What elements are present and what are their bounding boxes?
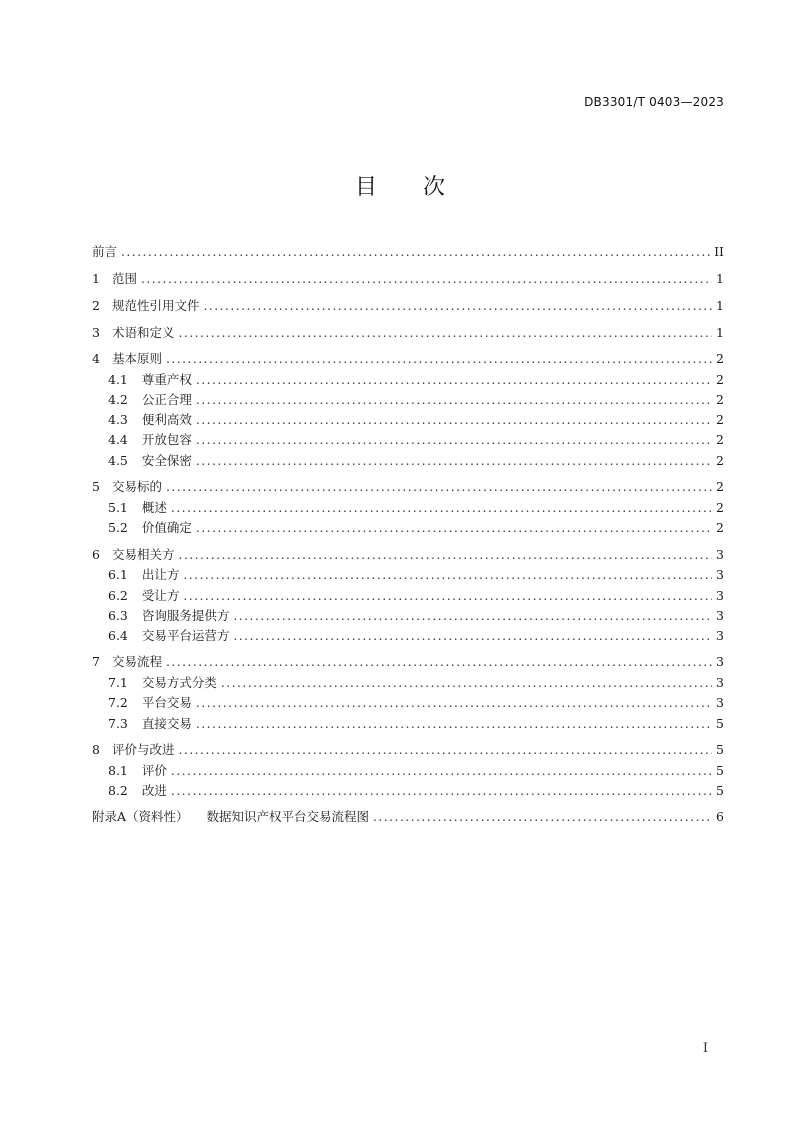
toc-entry-page: 2 bbox=[716, 453, 724, 468]
toc-entry[interactable] bbox=[108, 694, 724, 712]
toc-entry-number: 8.1 bbox=[108, 763, 128, 778]
dot-leader bbox=[178, 546, 712, 564]
toc-entry-page: 2 bbox=[716, 500, 724, 515]
toc-entry-page: 3 bbox=[716, 695, 724, 710]
dot-leader bbox=[196, 694, 712, 712]
toc-entry-label: 术语和定义 bbox=[111, 325, 175, 340]
toc-entry-page: 2 bbox=[716, 432, 724, 447]
toc-entry-label: 交易标的 bbox=[111, 479, 162, 494]
toc-entry-number: 4 bbox=[92, 351, 100, 366]
toc-entry-page: 3 bbox=[716, 588, 724, 603]
dot-leader bbox=[121, 243, 710, 261]
dot-leader bbox=[178, 741, 712, 759]
toc-entry[interactable] bbox=[108, 587, 724, 605]
toc-entry-label: 交易流程 bbox=[111, 654, 162, 669]
toc-entry-label: 价值确定 bbox=[141, 520, 192, 535]
dot-leader bbox=[171, 499, 712, 517]
toc-entry-label: 交易平台运营方 bbox=[141, 628, 230, 643]
toc-entry-number: 4.1 bbox=[108, 372, 128, 387]
toc-entry-label: 规范性引用文件 bbox=[111, 298, 200, 313]
toc-entry[interactable] bbox=[92, 808, 724, 826]
toc-entry-label: 安全保密 bbox=[141, 453, 192, 468]
toc-entry-number: 4.5 bbox=[108, 453, 128, 468]
dot-leader bbox=[166, 478, 712, 496]
toc-entry-number: 7.3 bbox=[108, 716, 128, 731]
toc-entry-page: 2 bbox=[716, 520, 724, 535]
toc-entry-label: 出让方 bbox=[141, 567, 180, 582]
toc-entry[interactable] bbox=[108, 452, 724, 470]
toc-entry-number: 8.2 bbox=[108, 783, 128, 798]
toc-entry-label: 改进 bbox=[141, 783, 167, 798]
dot-leader bbox=[196, 431, 712, 449]
toc-entry-label: 交易方式分类 bbox=[141, 675, 217, 690]
toc-entry[interactable] bbox=[92, 546, 724, 564]
dot-leader bbox=[141, 270, 712, 288]
toc-entry[interactable] bbox=[108, 674, 724, 692]
dot-leader bbox=[166, 350, 712, 368]
toc-entry-label: 范围 bbox=[111, 271, 137, 286]
toc-entry-number: 4.4 bbox=[108, 432, 128, 447]
dot-leader bbox=[196, 715, 712, 733]
toc-entry-page: 1 bbox=[716, 325, 724, 340]
toc-entry-number: 7 bbox=[92, 654, 100, 669]
toc-entry[interactable] bbox=[92, 653, 724, 671]
toc-entry-page: 5 bbox=[716, 742, 724, 757]
toc-entry-label: 概述 bbox=[141, 500, 167, 515]
toc-entry-page: 1 bbox=[716, 298, 724, 313]
toc-entry[interactable] bbox=[92, 243, 724, 261]
toc-entry-page: 1 bbox=[716, 271, 724, 286]
toc-entry-number: 7.2 bbox=[108, 695, 128, 710]
toc-entry-page: 6 bbox=[716, 809, 724, 824]
page-title bbox=[0, 170, 800, 201]
toc-entry-number: 2 bbox=[92, 298, 100, 313]
toc-entry[interactable] bbox=[92, 270, 724, 288]
toc-entry-label: 便利高效 bbox=[141, 412, 192, 427]
toc-entry-page: 5 bbox=[716, 763, 724, 778]
toc-entry-page: 3 bbox=[716, 628, 724, 643]
toc-entry-label: 咨询服务提供方 bbox=[141, 608, 230, 623]
toc-entry-number: 6.2 bbox=[108, 588, 128, 603]
dot-leader bbox=[166, 653, 712, 671]
title-char-2: 次 bbox=[423, 175, 446, 200]
toc-entry-number: 5.2 bbox=[108, 520, 128, 535]
dot-leader bbox=[373, 808, 712, 826]
toc-entry-page: 3 bbox=[716, 654, 724, 669]
toc-entry-label: 数据知识产权平台交易流程图 bbox=[206, 809, 370, 824]
toc-entry[interactable] bbox=[108, 762, 724, 780]
dot-leader bbox=[171, 762, 712, 780]
toc-entry[interactable] bbox=[92, 478, 724, 496]
dot-leader bbox=[196, 519, 712, 537]
toc-entry-number: 5 bbox=[92, 479, 100, 494]
toc-entry[interactable] bbox=[108, 607, 724, 625]
toc-entry-page: 5 bbox=[716, 716, 724, 731]
toc-entry[interactable] bbox=[108, 499, 724, 517]
toc-entry-number: 8 bbox=[92, 742, 100, 757]
toc-entry-label: 公正合理 bbox=[141, 392, 192, 407]
toc-entry-page: 2 bbox=[716, 351, 724, 366]
toc-entry-label: 平台交易 bbox=[141, 695, 192, 710]
toc-entry-number: 4.2 bbox=[108, 392, 128, 407]
toc-entry-page: II bbox=[714, 244, 724, 259]
toc-entry-page: 2 bbox=[716, 479, 724, 494]
toc-entry-page: 2 bbox=[716, 372, 724, 387]
toc-entry[interactable] bbox=[108, 411, 724, 429]
toc-entry-label: 交易相关方 bbox=[111, 547, 175, 562]
toc-entry-number: 6.4 bbox=[108, 628, 128, 643]
dot-leader bbox=[171, 782, 712, 800]
toc-entry-page: 3 bbox=[716, 675, 724, 690]
dot-leader bbox=[183, 566, 712, 584]
toc-entry-number: 6.3 bbox=[108, 608, 128, 623]
toc-entry[interactable] bbox=[108, 519, 724, 537]
dot-leader bbox=[196, 452, 712, 470]
toc-entry[interactable] bbox=[108, 431, 724, 449]
dot-leader bbox=[233, 607, 712, 625]
dot-leader bbox=[233, 627, 712, 645]
toc-entry-label: 基本原则 bbox=[111, 351, 162, 366]
toc-entry[interactable] bbox=[92, 350, 724, 368]
document-code: DB3301/T 0403—2023 bbox=[584, 95, 724, 109]
toc-entry-number: 7.1 bbox=[108, 675, 128, 690]
dot-leader bbox=[196, 371, 712, 389]
toc-entry-label: 受让方 bbox=[141, 588, 180, 603]
toc-entry[interactable] bbox=[108, 371, 724, 389]
toc-entry[interactable] bbox=[92, 324, 724, 342]
toc-entry-page: 3 bbox=[716, 567, 724, 582]
footer-page-number: I bbox=[702, 1041, 708, 1056]
toc-entry-number: 6.1 bbox=[108, 567, 128, 582]
toc-entry-page: 2 bbox=[716, 412, 724, 427]
toc-entry-number: 3 bbox=[92, 325, 100, 340]
toc-entry[interactable] bbox=[108, 627, 724, 645]
toc-entry-label: 前言 bbox=[92, 244, 118, 259]
toc-entry-page: 5 bbox=[716, 783, 724, 798]
toc-entry-page: 2 bbox=[716, 392, 724, 407]
toc-entry-label: 评价 bbox=[141, 763, 167, 778]
toc-entry-label: 尊重产权 bbox=[141, 372, 192, 387]
dot-leader bbox=[221, 674, 712, 692]
toc-entry[interactable] bbox=[108, 566, 724, 584]
toc-entry-page: 3 bbox=[716, 547, 724, 562]
toc-entry-label: 评价与改进 bbox=[111, 742, 175, 757]
toc-entry[interactable] bbox=[108, 715, 724, 733]
toc-entry-number: 5.1 bbox=[108, 500, 128, 515]
dot-leader bbox=[203, 297, 712, 315]
dot-leader bbox=[196, 391, 712, 409]
toc-entry-number: 4.3 bbox=[108, 412, 128, 427]
dot-leader bbox=[196, 411, 712, 429]
dot-leader bbox=[183, 587, 712, 605]
title-char-1: 目 bbox=[354, 175, 377, 200]
toc-entry-label: 直接交易 bbox=[141, 716, 192, 731]
toc-entry[interactable] bbox=[92, 741, 724, 759]
dot-leader bbox=[178, 324, 712, 342]
toc-entry-number: 6 bbox=[92, 547, 100, 562]
toc-entry[interactable] bbox=[108, 782, 724, 800]
toc-entry-number: 附录A（资料性） bbox=[92, 809, 189, 824]
toc-entry-page: 3 bbox=[716, 608, 724, 623]
toc-entry-number: 1 bbox=[92, 271, 100, 286]
toc-entry-label: 开放包容 bbox=[141, 432, 192, 447]
toc-entry[interactable] bbox=[92, 297, 724, 315]
toc-entry[interactable] bbox=[108, 391, 724, 409]
